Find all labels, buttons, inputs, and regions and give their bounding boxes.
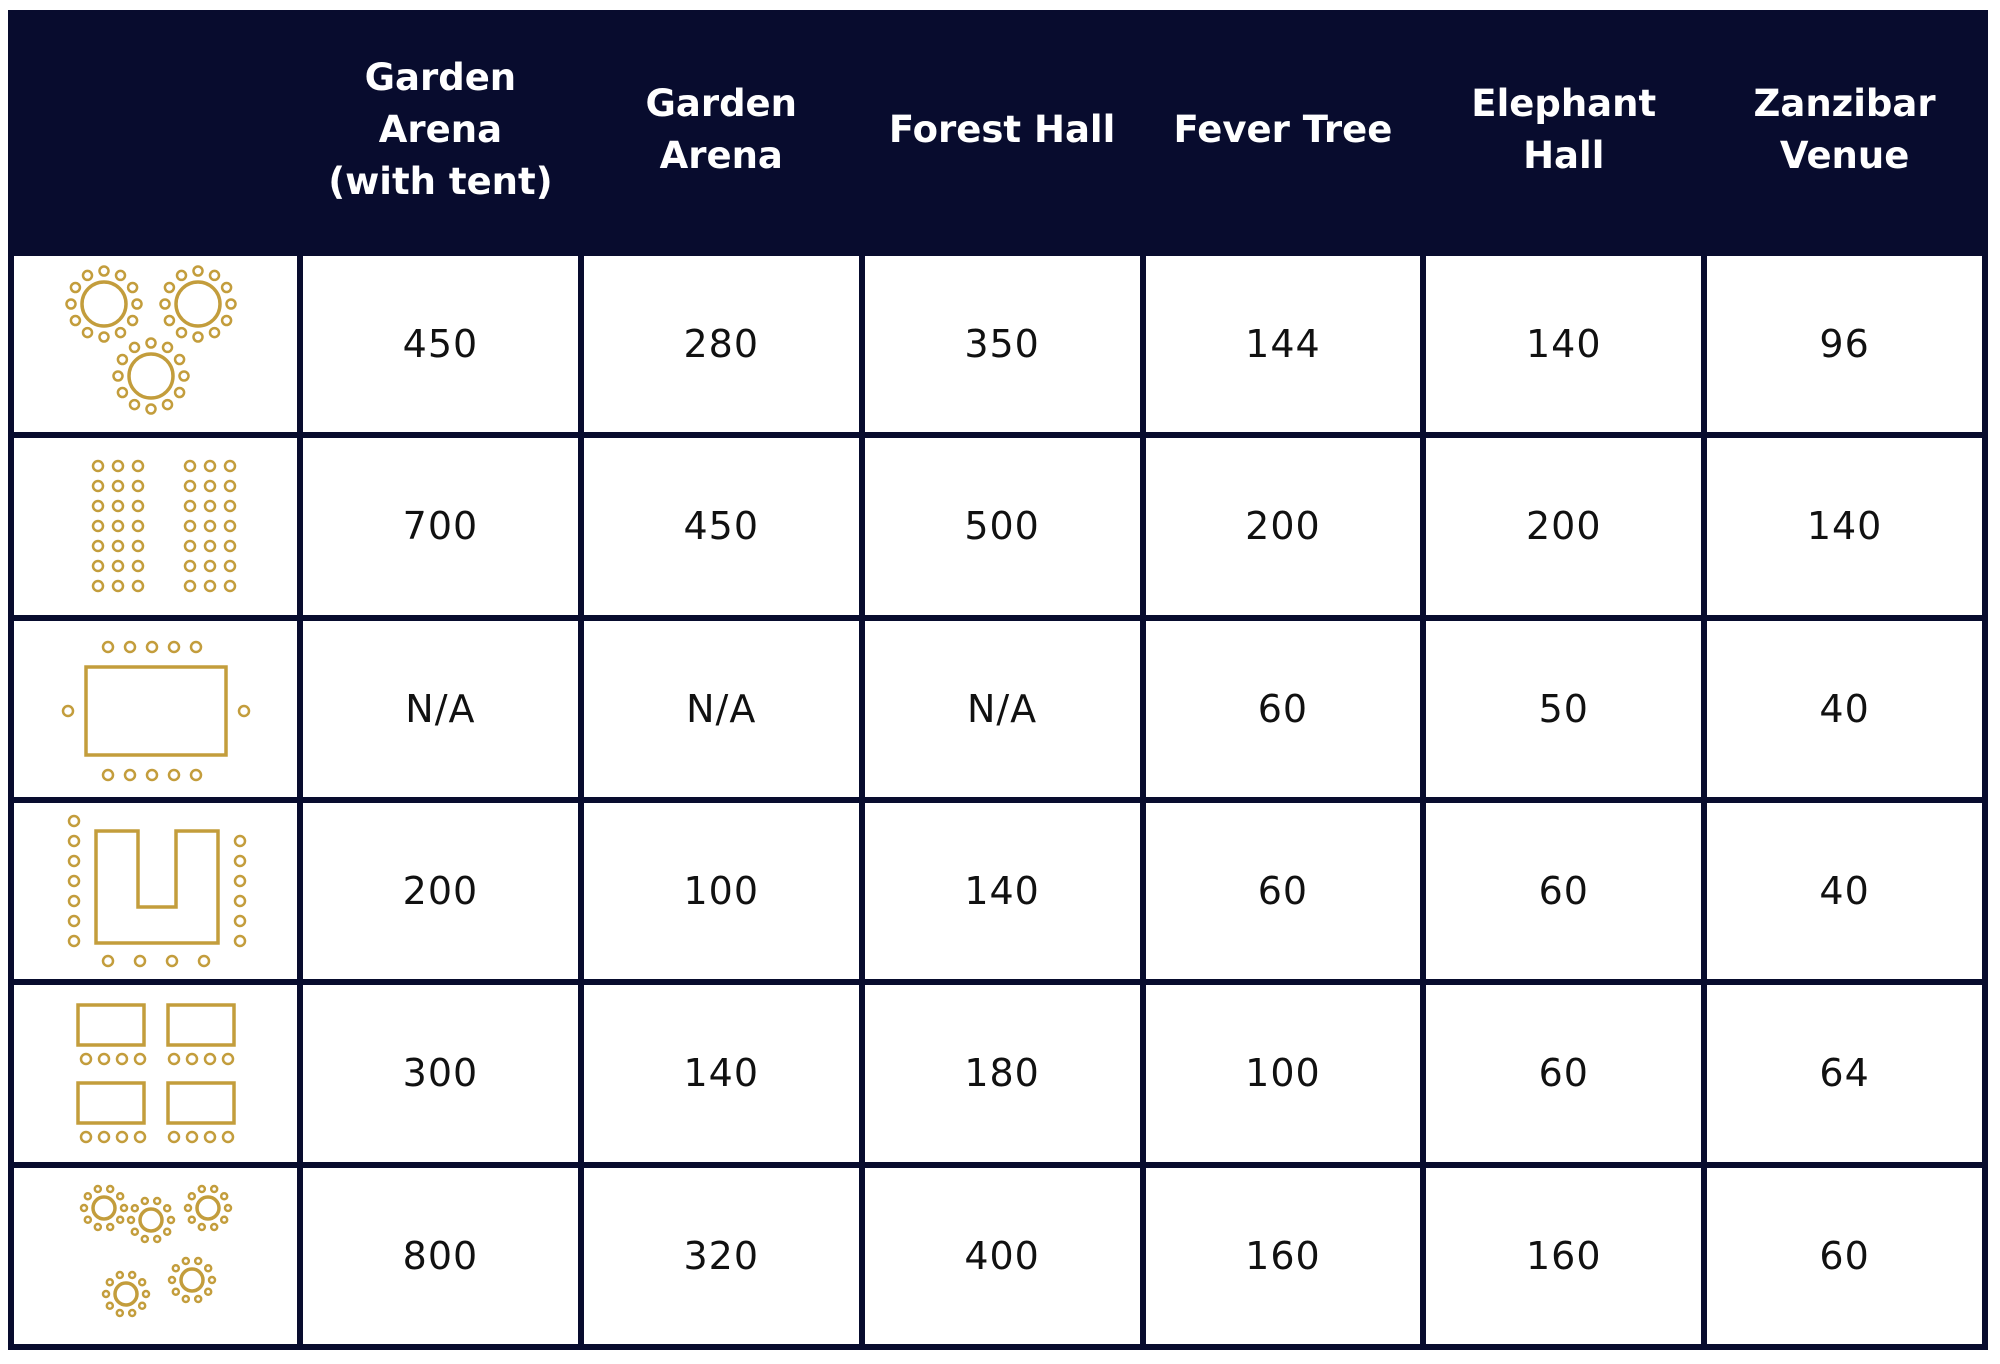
table-cell: 200 [1426,438,1701,614]
table-cell: N/A [584,621,859,797]
table-cell: 140 [1707,438,1982,614]
table-cell: N/A [303,621,578,797]
classroom-icon [14,985,297,1161]
table-cell: 200 [303,803,578,979]
table-cell: 50 [1426,621,1701,797]
table-cell: 144 [1146,256,1421,432]
header-garden-arena-with-tent: Garden Arena (with tent) [303,10,578,250]
table-cell: 140 [865,803,1140,979]
table-cell: 40 [1707,621,1982,797]
header-forest-hall: Forest Hall [865,10,1140,250]
table-cell: 140 [584,985,859,1161]
table-cell: 40 [1707,803,1982,979]
header-garden-arena: Garden Arena [584,10,859,250]
boardroom-icon [14,621,297,797]
table-cell: 180 [865,985,1140,1161]
table-cell: 60 [1146,621,1421,797]
header-corner [14,10,297,250]
table-cell: 140 [1426,256,1701,432]
table-cell: 60 [1426,803,1701,979]
theatre-rows-icon [14,438,297,614]
table-cell: 100 [584,803,859,979]
table-cell: N/A [865,621,1140,797]
table-cell: 60 [1707,1168,1982,1344]
table-cell: 64 [1707,985,1982,1161]
table-cell: 280 [584,256,859,432]
u-shape-icon [14,803,297,979]
table-cell: 160 [1146,1168,1421,1344]
table-cell: 320 [584,1168,859,1344]
table-cell: 60 [1146,803,1421,979]
table-cell: 700 [303,438,578,614]
header-fever-tree: Fever Tree [1146,10,1421,250]
table-cell: 160 [1426,1168,1701,1344]
table-cell: 200 [1146,438,1421,614]
table-cell: 450 [584,438,859,614]
capacity-table [8,10,1988,1350]
table-cell: 100 [1146,985,1421,1161]
table-cell: 96 [1707,256,1982,432]
table-cell: 300 [303,985,578,1161]
header-zanzibar-venue: Zanzibar Venue [1707,10,1982,250]
table-cell: 350 [865,256,1140,432]
table-cell: 60 [1426,985,1701,1161]
table-cell: 800 [303,1168,578,1344]
cocktail-icon [14,1168,297,1344]
header-elephant-hall: Elephant Hall [1426,10,1701,250]
table-cell: 450 [303,256,578,432]
table-cell: 400 [865,1168,1140,1344]
table-cell: 500 [865,438,1140,614]
round-tables-icon [14,256,297,432]
